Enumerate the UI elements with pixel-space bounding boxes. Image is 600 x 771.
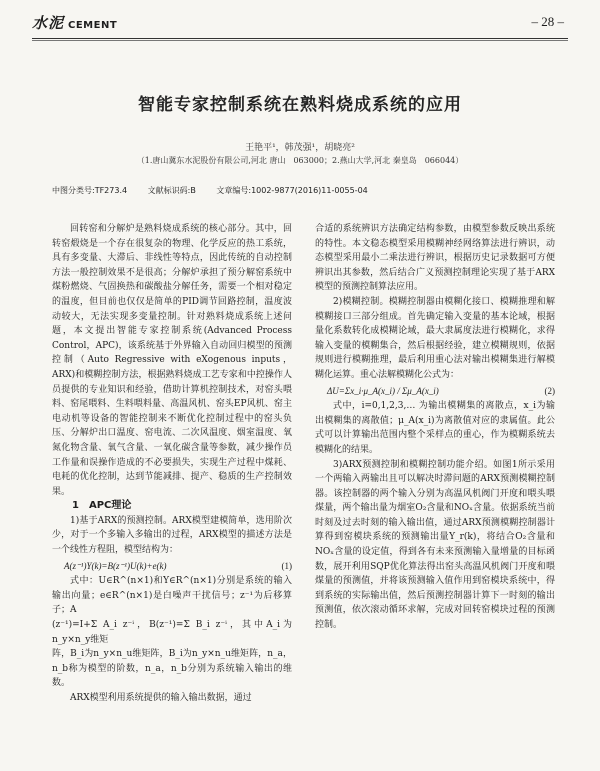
fuzzy-control-paragraph: 2)模糊控制。模糊控制器由模糊化接口、模糊推理和解模糊接口三部分组成。首先确定输入变量的基本论域，根据量化系数转化成模糊论域，最大隶属度法进行模糊化，求得输入变量的模糊集合，然后根据经验，建立模糊规则，依据规则进行模糊推理，最后利用重心法对输出模糊集进行解模糊化运算。重心法解模糊化公式为： xyxy=(315,296,555,380)
journal-logo-en: CEMENT xyxy=(68,20,118,31)
left-column xyxy=(52,222,292,706)
page-number: – 28 – xyxy=(531,14,564,29)
centroid-explanation-paragraph: 式中，i=0,1,2,3,… 为输出模糊集的离散点，x_i为输出模糊集的离散值；μ_A(x_i)为离散值对应的隶属值。此公式可以计算输出范围内整个采样点的重心，作为模糊系统去模糊化的结果。 xyxy=(315,401,555,455)
right-column xyxy=(315,222,555,633)
equation-1-expression: A(z⁻¹)Y(k)=B(z⁻¹)U(k)+e(k) xyxy=(64,560,167,571)
polynomial-definition: (z⁻¹)=I+Σ A_i z⁻ⁱ，B(z⁻¹)=Σ B_i z⁻ⁱ，其中A_i为n_y×n_y维矩 xyxy=(52,620,292,645)
article-metadata xyxy=(52,185,386,196)
journal-logo xyxy=(32,12,117,33)
article-number: 文章编号:1002-9877(2016)11-0055-04 xyxy=(216,186,368,195)
arx-paragraph: 1)基于ARX的预测控制。ARX模型建模简单，选用阶次少，对于一个多输入多输出的过程，ARX模型的描述方法是一个线性方程阻，模型结构为： xyxy=(52,515,292,556)
arx-fuzzy-function-paragraph: 3)ARX预测控制和模糊控制功能介绍。如图1所示采用一个两输入两输出且可以解决时滞问题的ARX预测模糊控制器。该控制器的两个输入分别为高温风机阀门开度和喂头喂煤量，两个输出量为烟室O₂含量和NOₓ含量。依据系统当前时刻及过去时刻的输入输出值，通过ARX预测模糊控制器计算得到窑模块系统的预测输出量Y_r(k)，将结合O₂含量和NOₓ含量的设定值，得到各有未来预测输入量增量的目标函数，展开利用SQP优化算法得出窑头高温风机阀门开度和喂煤量的预测值，并将该预测输入值作用到窑模块系统中，得到系统的实际输出值，然后预测控制器计算下一时刻的输出预测值，依次滚动循环求解，完成对回转窑模块过程的预测控制。 xyxy=(315,459,555,631)
matrix-dimension-paragraph: 阵，B_i为n_y×n_u维矩阵，B_i为n_y×n_u维矩阵，n_a，n_b称为模型的阶数，n_a，n_b分别为系统输入输出的维数。 xyxy=(52,649,292,689)
header-divider xyxy=(32,38,568,39)
author-list: 王艳平¹，韩茂强¹，胡晓亮² xyxy=(245,143,355,153)
equation-2-expression: ΔU=Σx_i·μ_A(x_i) / Σμ_A(x_i) xyxy=(327,385,439,396)
intro-paragraph: 回转窑和分解炉是熟料烧成系统的核心部分。其中，回转窑煅烧是一个存在很复杂的物理、化学反应的热工系统，具有多变量、大滞后、非线性等特点，因此传统的自动控制方法一般控制效果不是很高；分解炉承担了预分解窑系统中煤粉燃烧、气固换热和碳酸盐分解任务，需要一个相对稳定的温度，但目前也仅仅是简单的PID调节回路控制，温度波动较大，无法实现多变量控制。针对熟料烧成系统上述问题，本文提出智能专家控制系统(Advanced Process Control，APC)，该系统基于外界输入自动回归模型的预测控制（Auto Regressive with eXogenous inputs，ARX)和模糊控制方法，根据熟料烧成工艺专家和中控操作人员提供的专业知识和经验，借助计算机控制技术，对窑头喂料、窑尾喂料、生料喂料量、高温风机、窑头EP风机、窑主电动机等设备的智能控制来不断优化控制过程中的窑头负压、分解炉出口温度、窑电流、二次风温度、烟室温度、氧氮化物含量、氧气含量、一氧化碳含量等参数，减少操作员工作量和误操作造成的不必要损失，实现生产过程中煤耗、电耗的优化控制，达到节能减排、提产、稳质的生产控制效果。 xyxy=(52,224,292,497)
document-code: 文献标识码:B xyxy=(147,186,196,195)
equation-2 xyxy=(315,384,555,399)
arx-variables-paragraph: 式中：U∈R^(n×1)和Y∈R^(n×1)分别是系统的输入输出向量；e∈R^(n×1)是白噪声干扰信号；z⁻¹为后移算子；A xyxy=(52,576,292,616)
equation-1-number: (1) xyxy=(281,560,292,571)
header-divider-thin xyxy=(32,40,568,41)
equation-2-number: (2) xyxy=(544,385,555,396)
journal-logo-cn: 水泥 xyxy=(32,14,65,32)
identification-paragraph: 合适的系统辨识方法确定结构参数，由模型参数反映出系统的特性。本文稳态模型采用模糊神经网络算法进行辨识，动态模型采用最小二乘法进行辨识，根据历史记录数据可方便辨识出其参数，然后结合广义预测控制理论实现了基于ARX模型的预测控制算法应用。 xyxy=(315,224,555,293)
author-affiliation: （1.唐山冀东水泥股份有限公司,河北 唐山 063000；2.燕山大学,河北 秦皇岛 066044） xyxy=(136,156,464,165)
equation-1 xyxy=(52,559,292,574)
section-heading: 1 APC理论 xyxy=(72,500,132,512)
clc-number: 中图分类号:TF273.4 xyxy=(52,186,128,195)
arx-data-paragraph: ARX模型利用系统提供的输入输出数据，通过 xyxy=(70,693,252,703)
article-title: 智能专家控制系统在熟料烧成系统的应用 xyxy=(138,95,462,115)
